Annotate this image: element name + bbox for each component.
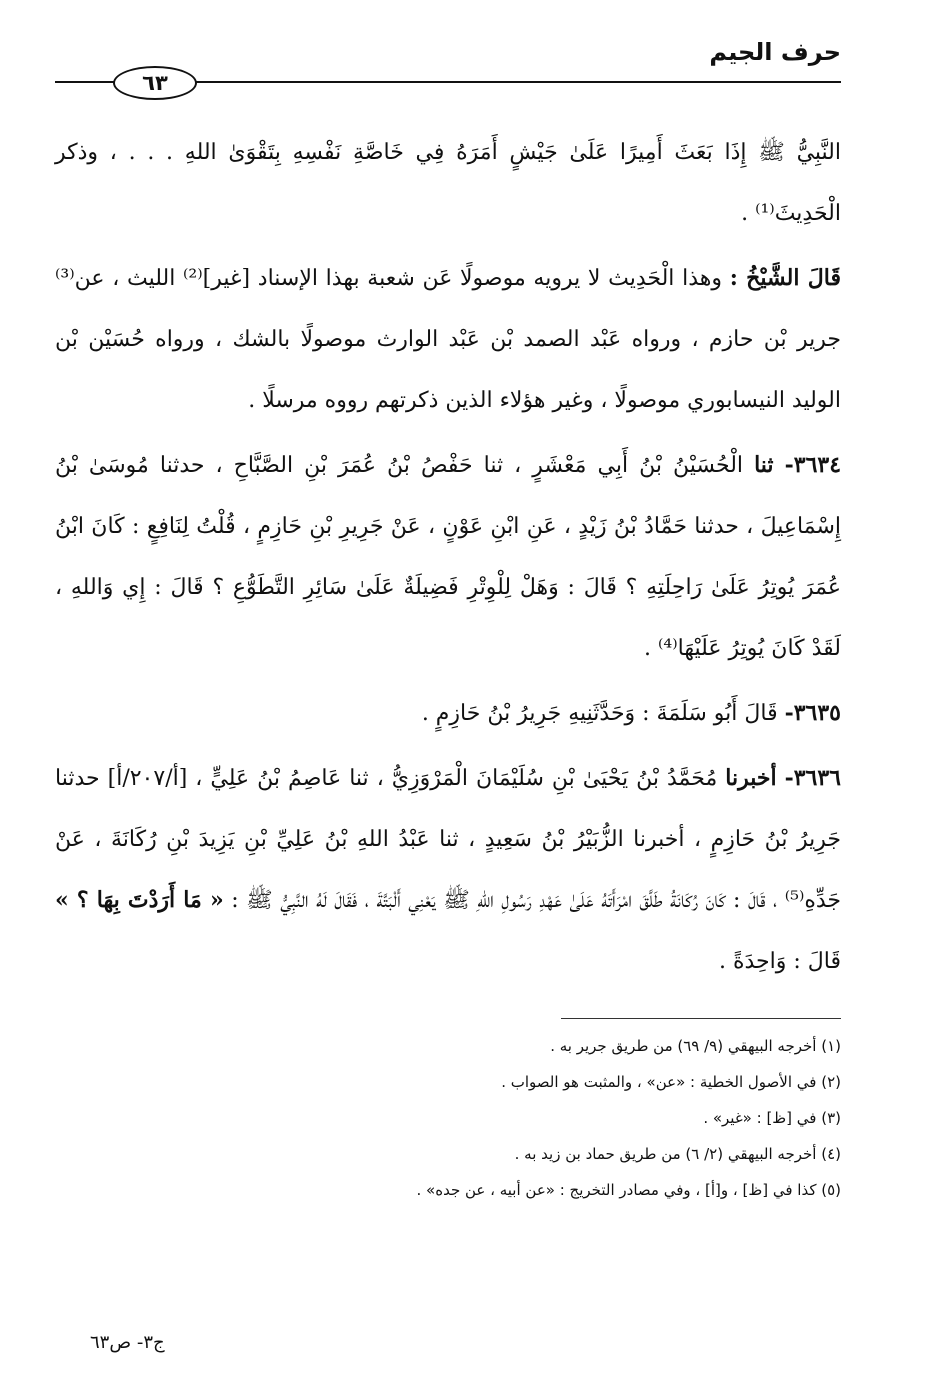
main-text bbox=[55, 122, 841, 992]
footnote: (٣) في [ظ] : «غير» . bbox=[703, 1109, 841, 1127]
hadith-text: قَالَ أَبُو سَلَمَةَ : وَحَدَّثَنِيهِ جَرِيرُ بْنُ حَازِمٍ . bbox=[421, 701, 778, 726]
chapter-title: حرف الجيم bbox=[709, 38, 841, 66]
sheikh-text: وهذا الْحَدِيث لا يرويه موصولًا عَن شعبة بهذا الإسناد [غير]⁽²⁾ الليث ، عن⁽³⁾ جرير بْن حازم ، ورواه عَبْد الصمد بْن عَبْد الوارث موصولًا بالشك ، ورواه حُسَيْن بْن الوليد النيسابوري موصولًا ، وغير هؤلاء الذين ذكرتهم رووه مرسلًا . bbox=[55, 266, 841, 413]
sheikh-label: قَالَ الشَّيْخُ : bbox=[729, 265, 841, 291]
hadith-3635 bbox=[55, 683, 841, 744]
page-header bbox=[55, 38, 841, 98]
volume-page-marker: ج٣- ص٦٣ bbox=[90, 1332, 165, 1353]
hadith-text: الْحُسَيْنُ بْنُ أَبِي مَعْشَرٍ ، ثنا حَفْصُ بْنُ عُمَرَ بْنِ الصَّبَّاحِ ، حدثنا مُوسَىٰ بْنُ إِسْمَاعِيلَ ، حدثنا حَمَّادُ بْنُ زَيْدٍ ، عَنِ ابْنِ عَوْنٍ ، عَنْ جَرِيرِ بْنِ حَازِمٍ ، قُلْتُ لِنَافِعٍ : كَانَ ابْنُ عُمَرَ يُوتِرُ عَلَىٰ رَاحِلَتِهِ ؟ قَالَ : وَهَلْ لِلْوِتْرِ فَضِيلَةٌ عَلَىٰ سَائِرِ التَّطَوُّعِ ؟ قَالَ : إِي وَاللهِ ، لَقَدْ كَانَ يُوتِرُ عَلَيْهَا⁽⁴⁾ . bbox=[55, 453, 841, 661]
hadith-number: ٣٦٣٤- bbox=[784, 452, 842, 478]
footnote: (١) أخرجه البيهقي (٩/ ٦٩) من طريق جرير به . bbox=[550, 1037, 841, 1055]
hadith-tail: قَالَ : وَاحِدَةً . bbox=[719, 949, 841, 974]
paragraph-sheikh bbox=[55, 248, 841, 431]
hadith-3634 bbox=[55, 435, 841, 679]
footnote: (٢) في الأصول الخطية : «عن» ، والمثبت هو الصواب . bbox=[501, 1073, 841, 1091]
hadith-number: ٣٦٣٥- bbox=[784, 700, 841, 726]
footnote: (٥) كذا في [ظ] ، و[أ] ، وفي مصادر التخريج : «عن أبيه ، عن جده» . bbox=[416, 1181, 841, 1199]
hadith-quote: « مَا أَرَدْتَ بِهَا ؟ » bbox=[55, 887, 224, 913]
footnote: (٤) أخرجه البيهقي (٢/ ٦) من طريق حماد بن زيد به . bbox=[514, 1145, 841, 1163]
hadith-text: مُحَمَّدُ بْنُ يَحْيَىٰ بْنِ سُلَيْمَانَ الْمَرْوَزِيُّ ، ثنا عَاصِمُ بْنُ عَلِيٍّ ، [أ/٢٠٧/أ] حدثنا جَرِيرُ بْنُ حَازِمٍ ، أخبرنا الزُّبَيْرُ بْنُ سَعِيدٍ ، ثنا عَبْدُ اللهِ بْنُ عَلِيِّ بْنِ يَزِيدَ بْنِ رُكَانَةَ ، عَنْ جَدِّهِ⁽⁵⁾ ، قَالَ : كَانَ رُكَانَةُ طَلَّقَ امْرَأَتَهُ عَلَىٰ عَهْدِ رَسُولِ اللهِ ﷺ يَعْنِي أَلْبَتَّةَ ، فَقَالَ لَهُ النَّبِيُّ ﷺ : bbox=[55, 766, 842, 913]
footnotes bbox=[55, 1028, 841, 1208]
hadith-lead: ثنا bbox=[754, 452, 774, 478]
paragraph-continuation: النَّبِيُّ ﷺ إِذَا بَعَثَ أَمِيرًا عَلَىٰ جَيْشٍ أَمَرَهُ فِي خَاصَّةِ نَفْسِهِ بِتَقْوَىٰ اللهِ . . . ، وذكر الْحَدِيثَ⁽¹⁾ . bbox=[55, 140, 841, 226]
hadith-lead: أخبرنا bbox=[725, 765, 777, 791]
footnote-rule bbox=[561, 1018, 841, 1019]
page-number-badge: ٦٣ bbox=[113, 66, 197, 100]
hadith-3636 bbox=[55, 748, 841, 992]
hadith-number: ٣٦٣٦- bbox=[784, 765, 841, 791]
